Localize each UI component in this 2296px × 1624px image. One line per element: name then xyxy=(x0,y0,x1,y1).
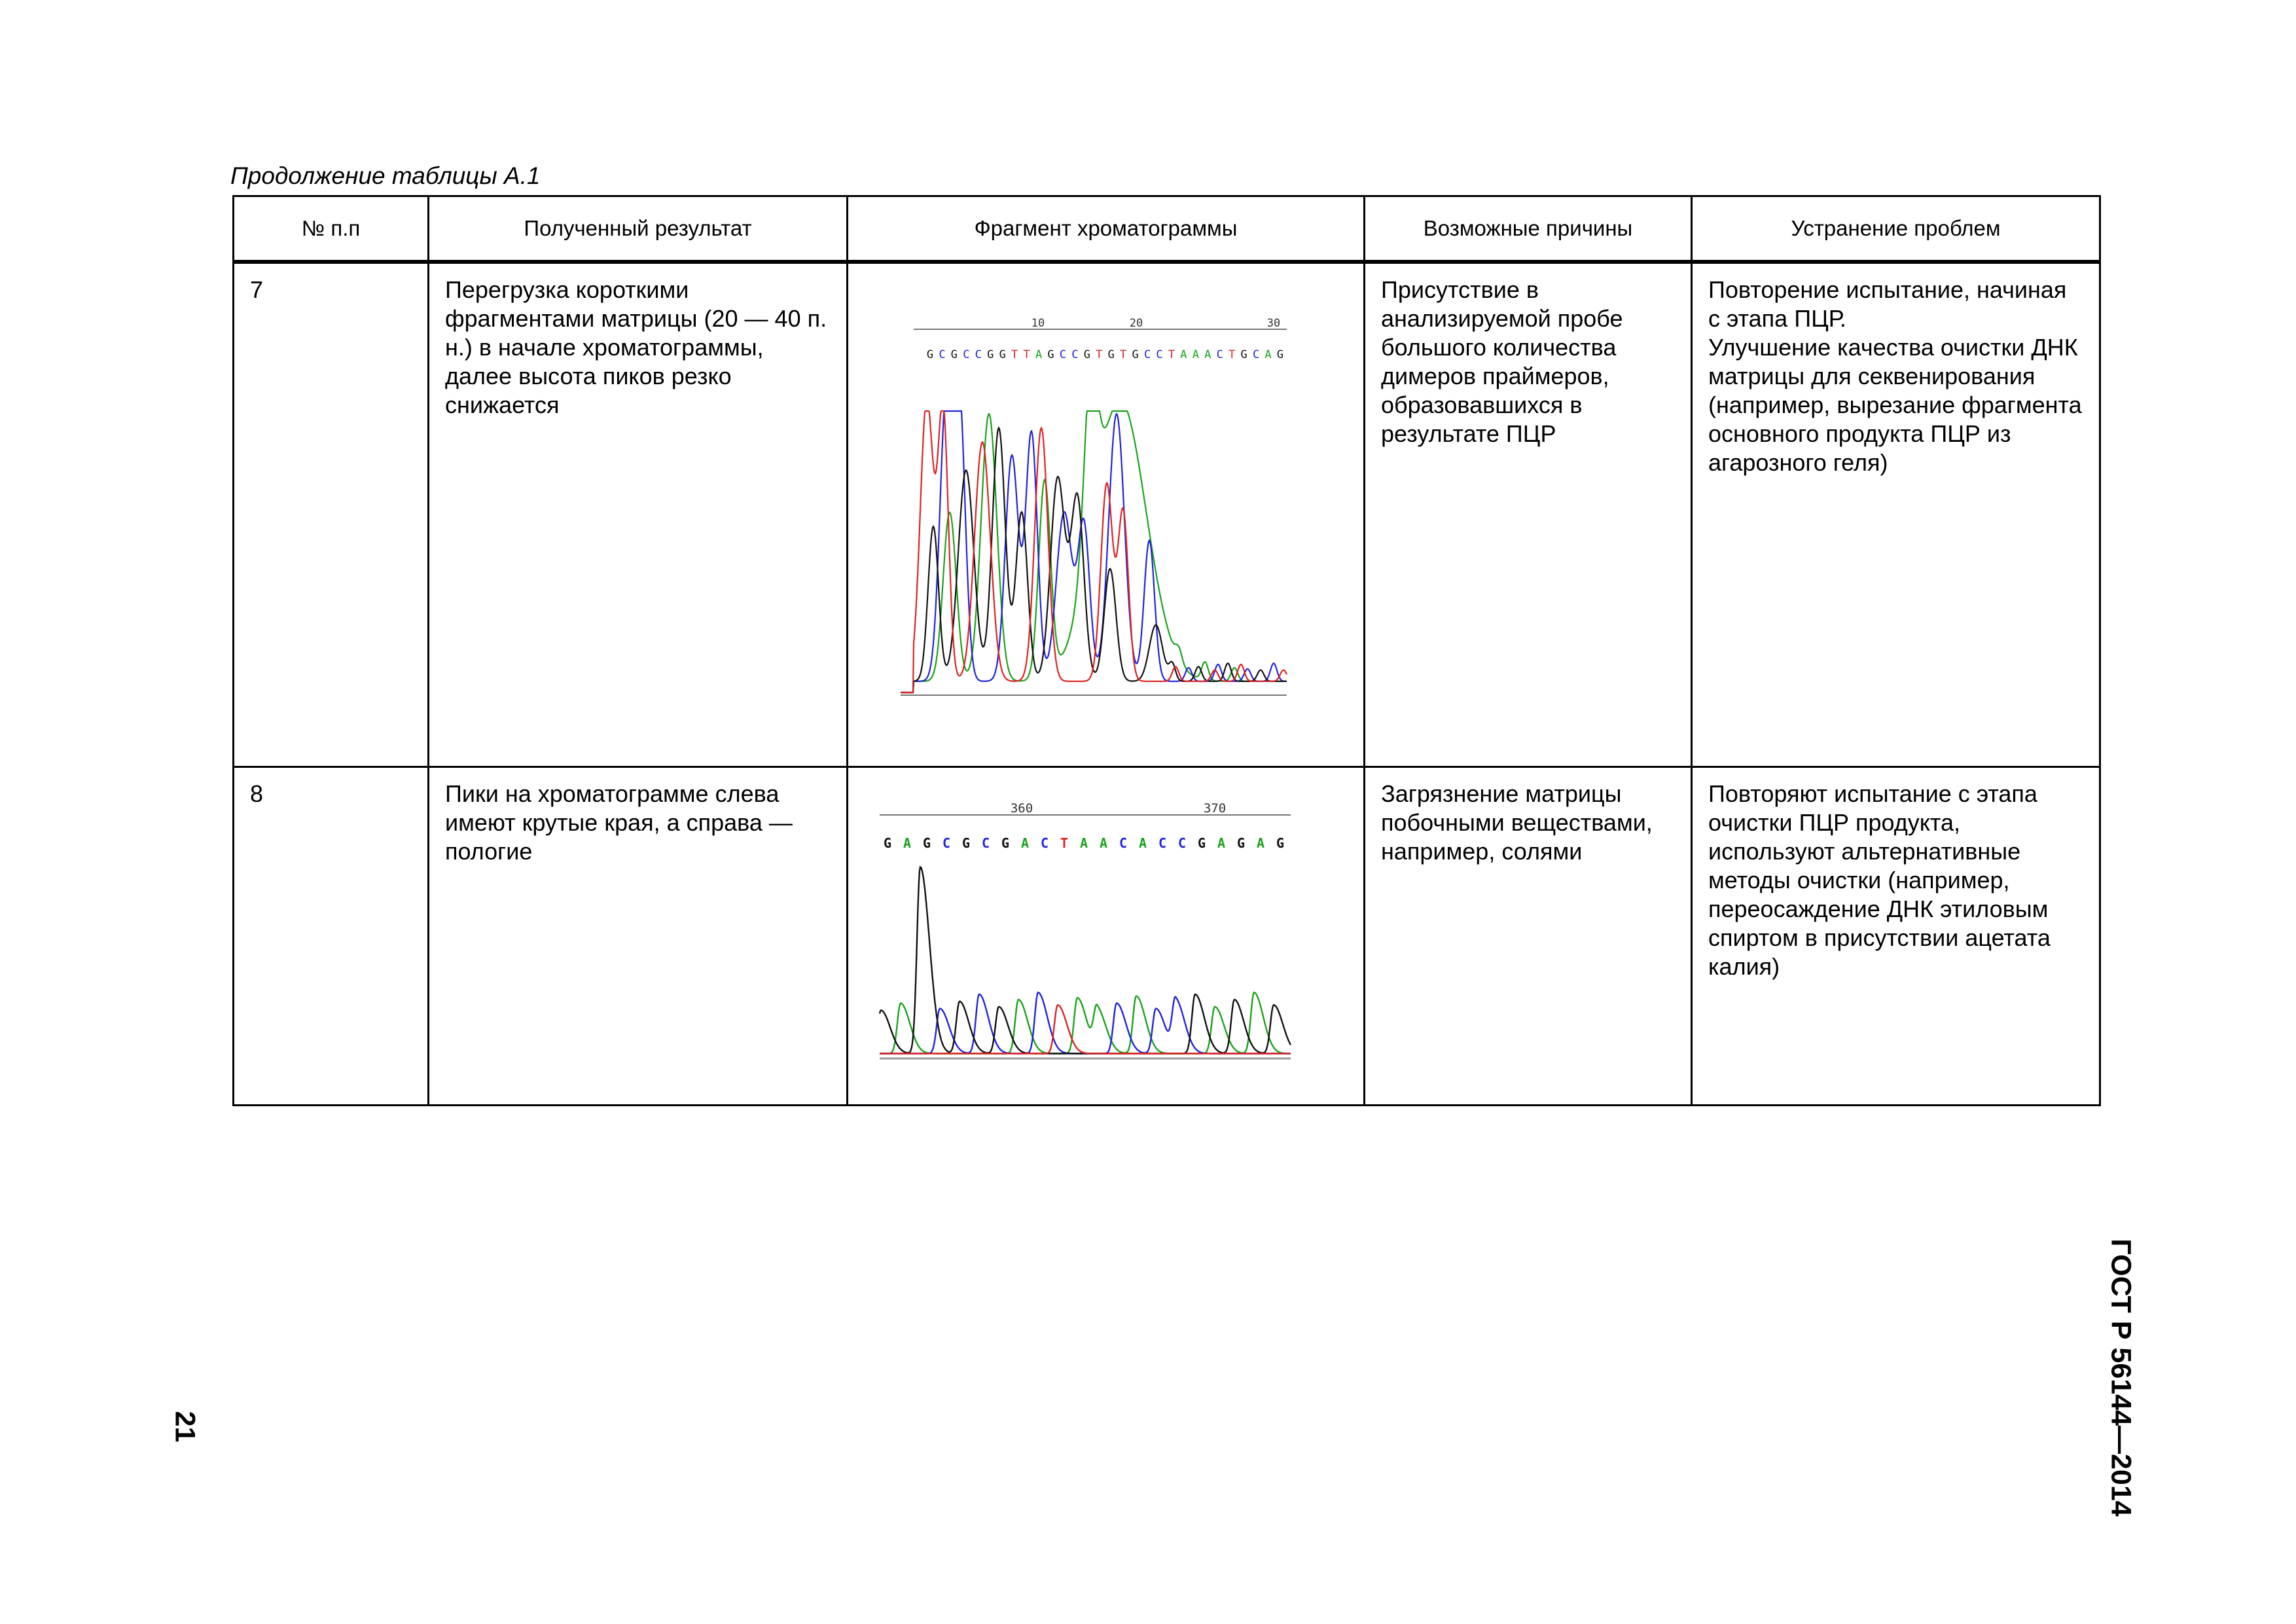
causes-text: Присутствие в анализируемой пробе большого количества димеров праймеров, образовавшихся в результате ПЦР xyxy=(1381,276,1623,447)
row-num: 8 xyxy=(250,780,264,807)
base-call: G xyxy=(1276,348,1284,361)
causes-cell xyxy=(1365,767,1692,1106)
base-call: T xyxy=(1060,835,1069,851)
header-chromatogram: Фрагмент хроматограммы xyxy=(848,196,1365,262)
base-call: C xyxy=(1119,835,1128,851)
header-row xyxy=(234,196,2100,262)
base-call: G xyxy=(1083,348,1090,361)
base-call: G xyxy=(1276,835,1285,851)
base-call: G xyxy=(1197,835,1206,851)
base-call: A xyxy=(1265,348,1272,361)
standard-designation: ГОСТ Р 56144—2014 xyxy=(2105,1238,2137,1517)
base-call: G xyxy=(999,348,1006,361)
tick-label: 10 xyxy=(1031,317,1045,330)
header-causes: Возможные причины xyxy=(1365,196,1692,262)
base-call: C xyxy=(942,835,951,851)
base-call: G xyxy=(926,348,934,361)
table-row xyxy=(234,262,2100,767)
base-call: A xyxy=(1256,835,1265,851)
base-call: G xyxy=(950,348,958,361)
trace-a xyxy=(880,992,1291,1053)
causes-cell xyxy=(1365,262,1692,767)
base-call: A xyxy=(1217,835,1226,851)
header-fix: Устранение проблем xyxy=(1692,196,2100,262)
base-call: G xyxy=(1047,348,1054,361)
base-call: A xyxy=(1020,835,1030,851)
chromatogram-row8 xyxy=(848,768,1365,1104)
base-call: C xyxy=(1158,835,1167,851)
base-call: A xyxy=(903,835,912,851)
base-call: A xyxy=(1192,348,1199,361)
base-call: A xyxy=(1204,348,1211,361)
base-call: C xyxy=(1143,348,1151,361)
base-call: G xyxy=(1001,835,1010,851)
base-call: C xyxy=(963,348,970,361)
base-call: C xyxy=(981,835,990,851)
base-call: T xyxy=(1096,348,1103,361)
result-text: Пики на хроматограмме слева имеют крутые края, а справа — пологие xyxy=(445,780,793,865)
base-call: G xyxy=(1236,835,1246,851)
trace-g xyxy=(901,428,1287,693)
base-call: T xyxy=(1229,348,1236,361)
base-call: C xyxy=(939,348,946,361)
result-cell xyxy=(429,262,848,767)
base-call: C xyxy=(1216,348,1223,361)
header-result: Полученный результат xyxy=(429,196,848,262)
base-call: T xyxy=(1023,348,1030,361)
chromatogram-cell xyxy=(848,262,1365,767)
base-call: G xyxy=(922,835,931,851)
base-call: A xyxy=(1138,835,1147,851)
base-call: A xyxy=(1035,348,1043,361)
base-call: G xyxy=(1240,348,1247,361)
base-call: G xyxy=(987,348,994,361)
base-call: C xyxy=(1040,835,1049,851)
fix-text: Повторение испытание, начиная с этапа ПЦР. Улучшение качества очистки ДНК матрицы для секвенирования (например, вырезание фрагмента основного продукта ПЦР из агарозного геля) xyxy=(1708,276,2082,476)
tick-label: 30 xyxy=(1266,317,1281,330)
row-num-cell xyxy=(234,767,429,1106)
tick-label: 360 xyxy=(1010,801,1033,816)
tick-label: 20 xyxy=(1129,317,1143,330)
base-call: A xyxy=(1099,835,1108,851)
base-call: T xyxy=(1168,348,1175,361)
trace-g xyxy=(880,867,1291,1054)
base-call: C xyxy=(1059,348,1067,361)
base-call: C xyxy=(1071,348,1079,361)
base-call: A xyxy=(1079,835,1088,851)
trace-c xyxy=(880,992,1291,1053)
table-caption: Продолжение таблицы А.1 xyxy=(230,162,541,189)
chromatogram-cell xyxy=(848,767,1365,1106)
base-call: C xyxy=(975,348,982,361)
header-num: № п.п xyxy=(234,196,429,262)
result-cell xyxy=(429,767,848,1106)
row-num-cell xyxy=(234,262,429,767)
base-call: C xyxy=(1156,348,1163,361)
base-call: T xyxy=(1120,348,1127,361)
base-call: G xyxy=(1132,348,1139,361)
base-call: A xyxy=(1180,348,1187,361)
base-call: T xyxy=(1011,348,1018,361)
fix-text: Повторяют испытание с этапа очистки ПЦР продукта, используют альтернативные методы очистки (например, переосаждение ДНК этиловым спиртом в присутствии ацетата калия) xyxy=(1708,780,2051,980)
base-call: G xyxy=(883,835,892,851)
row-num: 7 xyxy=(250,276,264,303)
result-text: Перегрузка короткими фрагментами матрицы (20 — 40 п. н.) в начале хроматограммы, далее высота пиков резко снижается xyxy=(445,276,827,418)
causes-text: Загрязнение матрицы побочными веществами, например, солями xyxy=(1381,780,1653,865)
tick-label: 370 xyxy=(1203,801,1227,816)
chromatogram-row7 xyxy=(848,264,1365,766)
problems-table xyxy=(232,195,2101,1106)
page-number: 21 xyxy=(169,1411,201,1443)
base-call: G xyxy=(1107,348,1115,361)
base-call: C xyxy=(1252,348,1260,361)
base-call: G xyxy=(961,835,971,851)
base-call: C xyxy=(1177,835,1187,851)
fix-cell xyxy=(1692,767,2100,1106)
fix-cell xyxy=(1692,262,2100,767)
table-row xyxy=(234,767,2100,1106)
